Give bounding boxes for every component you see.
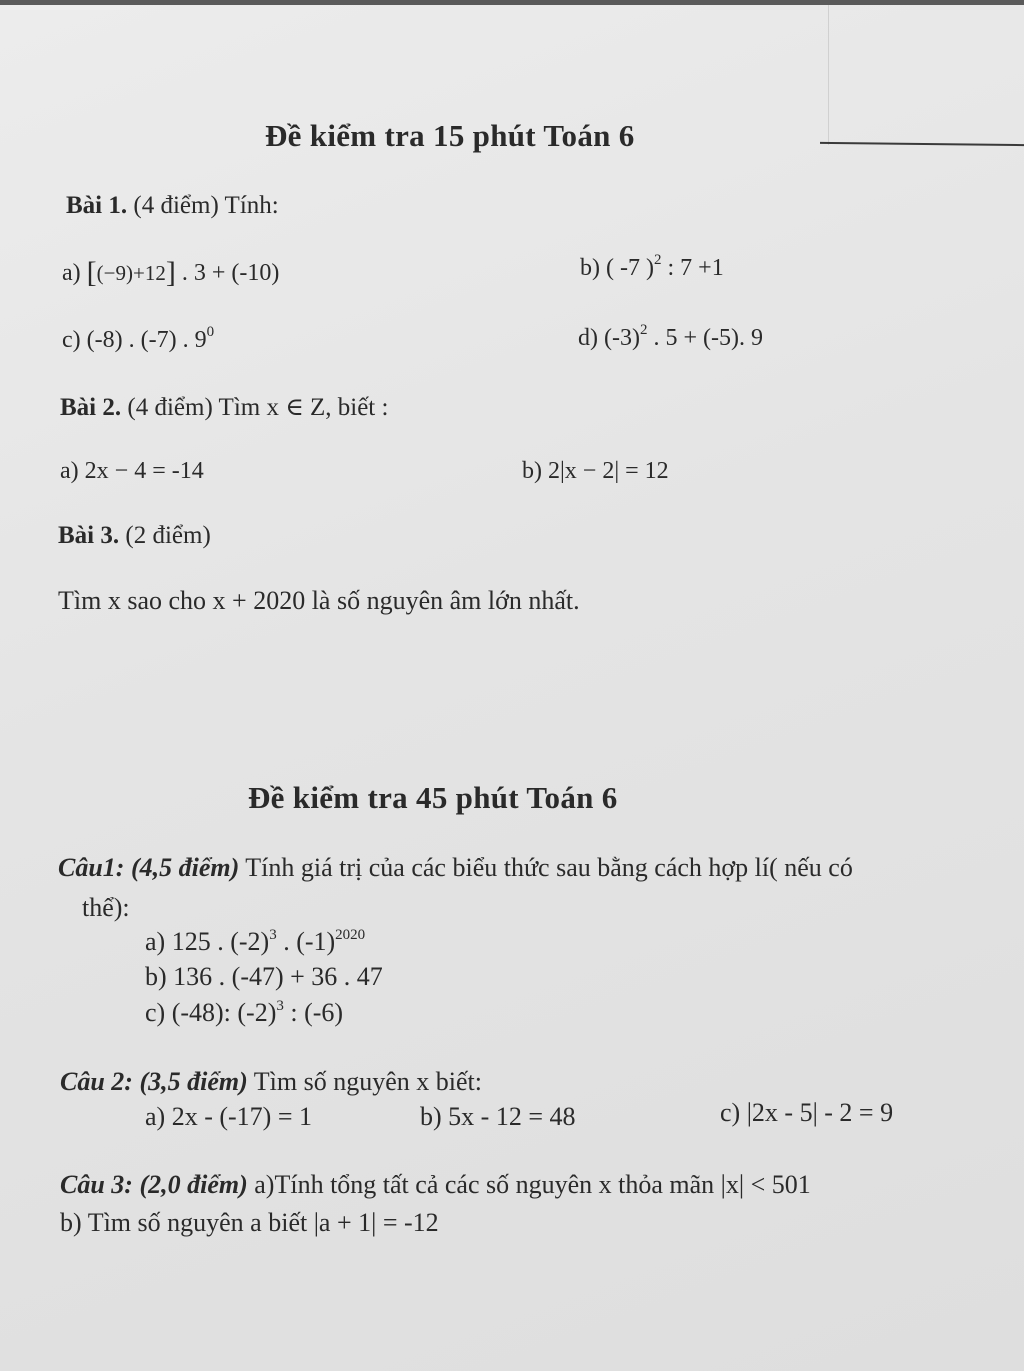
bai3-text: Tìm x sao cho x + 2020 là số nguyên âm lớn nhất. — [58, 586, 580, 615]
cau3-b: b) Tìm số nguyên a biết |a + 1| = -12 — [60, 1208, 439, 1237]
cau2-label: Câu 2: (3,5 điểm) — [60, 1067, 248, 1096]
bai1-label: Bài 1. — [66, 192, 128, 219]
paper-edge — [828, 5, 829, 145]
cau3-heading — [60, 1170, 811, 1200]
bai2-desc: (4 điểm) Tìm x ∈ Z, biết : — [127, 394, 389, 421]
bai1-b: b) ( -7 )$^2$ : 7 +1 — [580, 252, 724, 281]
cau1-a: a) 125 . $(-2)^3$ . $(-1)^{2020}$ — [145, 927, 366, 956]
bai2-a: a) 2x − 4 = -14 — [60, 458, 204, 484]
bai1-heading — [66, 192, 279, 220]
top-border — [0, 0, 1024, 5]
bai1-c: c) (-8) . (-7) . $9^0$ — [62, 324, 215, 353]
bai2-heading — [60, 392, 388, 422]
bai2-b: b) 2|x − 2| = 12 — [522, 458, 669, 484]
paper-edge-line — [820, 142, 1024, 146]
title-45-minute-test: Đề kiểm tra 45 phút Toán 6 — [248, 780, 618, 815]
cau1-b: b) 136 . (-47) + 36 . 47 — [145, 962, 383, 991]
cau1-desc: Tính giá trị của các biểu thức sau bằng cách hợp lí( nếu có — [245, 853, 853, 882]
cau1-heading — [58, 853, 853, 883]
cau2-a: a) 2x - (-17) = 1 — [145, 1102, 312, 1131]
title-15-minute-test: Đề kiểm tra 15 phút Toán 6 — [265, 118, 635, 153]
cau2-desc: Tìm số nguyên x biết: — [253, 1067, 482, 1096]
cau3-label: Câu 3: (2,0 điểm) — [60, 1170, 248, 1199]
cau2-c: c) |2x - 5| - 2 = 9 — [720, 1098, 894, 1127]
cau2-heading — [60, 1067, 482, 1097]
cau1-c: c) (-48): $(-2)^3$ : (-6) — [145, 998, 344, 1027]
bai3-desc: (2 điểm) — [125, 522, 211, 549]
cau1-label: Câu1: (4,5 điểm) — [58, 853, 240, 882]
cau2-b: b) 5x - 12 = 48 — [420, 1102, 576, 1131]
bai3-heading — [58, 522, 211, 550]
cau3-desc: a)Tính tổng tất cả các số nguyên x thỏa mãn |x| < 501 — [254, 1170, 811, 1199]
bai3-label: Bài 3. — [58, 522, 120, 549]
bai2-label: Bài 2. — [60, 394, 122, 421]
bai1-a: a) [(−9)+12] . 3 + (-10) — [62, 256, 280, 289]
cau1-desc-cont: thể): — [82, 893, 130, 922]
bai1-desc: (4 điểm) Tính: — [133, 192, 279, 219]
bai1-d: d) $(-3)^2$ . 5 + (-5). 9 — [578, 322, 763, 351]
